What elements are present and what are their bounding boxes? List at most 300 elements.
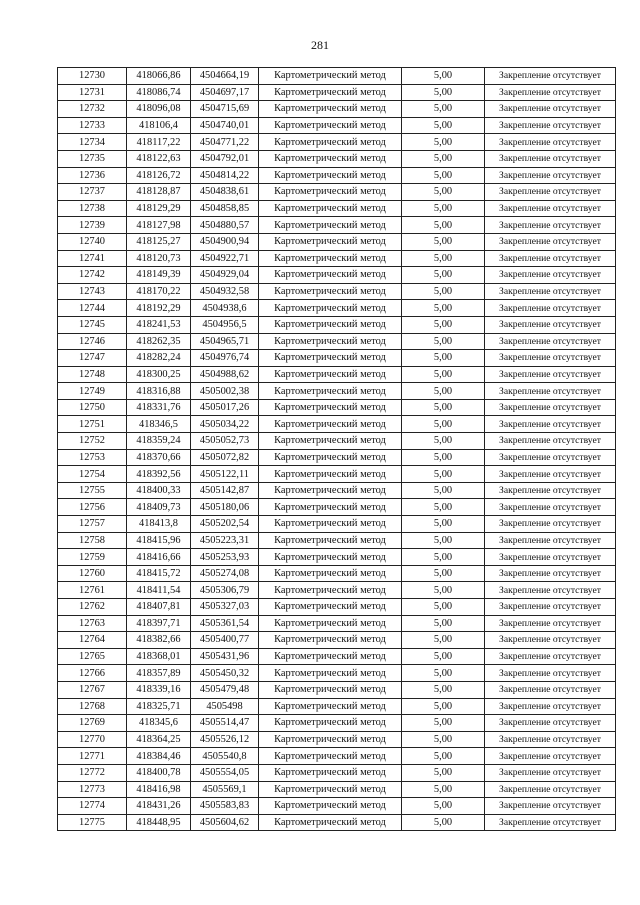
point-number-cell: 12733 <box>58 117 127 134</box>
method-cell: Картометрический метод <box>259 632 402 649</box>
x-coordinate-cell: 418407,81 <box>127 599 191 616</box>
method-cell: Картометрический метод <box>259 731 402 748</box>
accuracy-cell: 5,00 <box>402 549 485 566</box>
x-coordinate-cell: 418192,29 <box>127 300 191 317</box>
method-cell: Картометрический метод <box>259 117 402 134</box>
accuracy-cell: 5,00 <box>402 715 485 732</box>
method-cell: Картометрический метод <box>259 665 402 682</box>
accuracy-cell: 5,00 <box>402 433 485 450</box>
point-number-cell: 12735 <box>58 150 127 167</box>
y-coordinate-cell: 4505327,03 <box>191 599 259 616</box>
table-row <box>58 150 616 167</box>
point-number-cell: 12765 <box>58 648 127 665</box>
fixation-cell: Закрепление отсутствует <box>485 383 616 400</box>
page-number: 281 <box>311 38 329 52</box>
x-coordinate-cell: 418170,22 <box>127 283 191 300</box>
point-number-cell: 12756 <box>58 499 127 516</box>
x-coordinate-cell: 418325,71 <box>127 698 191 715</box>
x-coordinate-cell: 418331,76 <box>127 399 191 416</box>
table-row <box>58 615 616 632</box>
x-coordinate-cell: 418364,25 <box>127 731 191 748</box>
method-cell: Картометрический метод <box>259 449 402 466</box>
x-coordinate-cell: 418127,98 <box>127 217 191 234</box>
point-number-cell: 12732 <box>58 101 127 118</box>
y-coordinate-cell: 4504988,62 <box>191 366 259 383</box>
accuracy-cell: 5,00 <box>402 117 485 134</box>
table-row <box>58 681 616 698</box>
method-cell: Картометрический метод <box>259 184 402 201</box>
y-coordinate-cell: 4505526,12 <box>191 731 259 748</box>
table-row <box>58 781 616 798</box>
table-row <box>58 134 616 151</box>
point-number-cell: 12747 <box>58 350 127 367</box>
x-coordinate-cell: 418106,4 <box>127 117 191 134</box>
x-coordinate-cell: 418411,54 <box>127 582 191 599</box>
table-row <box>58 117 616 134</box>
table-row <box>58 632 616 649</box>
point-number-cell: 12749 <box>58 383 127 400</box>
table-row <box>58 814 616 831</box>
table-row <box>58 383 616 400</box>
point-number-cell: 12753 <box>58 449 127 466</box>
accuracy-cell: 5,00 <box>402 250 485 267</box>
y-coordinate-cell: 4505306,79 <box>191 582 259 599</box>
accuracy-cell: 5,00 <box>402 200 485 217</box>
point-number-cell: 12754 <box>58 466 127 483</box>
table-row <box>58 599 616 616</box>
y-coordinate-cell: 4505072,82 <box>191 449 259 466</box>
table-row <box>58 731 616 748</box>
x-coordinate-cell: 418345,6 <box>127 715 191 732</box>
point-number-cell: 12750 <box>58 399 127 416</box>
y-coordinate-cell: 4504771,22 <box>191 134 259 151</box>
accuracy-cell: 5,00 <box>402 798 485 815</box>
y-coordinate-cell: 4504900,94 <box>191 233 259 250</box>
y-coordinate-cell: 4505142,87 <box>191 482 259 499</box>
point-number-cell: 12731 <box>58 84 127 101</box>
y-coordinate-cell: 4505583,83 <box>191 798 259 815</box>
table-row <box>58 565 616 582</box>
accuracy-cell: 5,00 <box>402 184 485 201</box>
method-cell: Картометрический метод <box>259 582 402 599</box>
method-cell: Картометрический метод <box>259 599 402 616</box>
accuracy-cell: 5,00 <box>402 283 485 300</box>
point-number-cell: 12737 <box>58 184 127 201</box>
accuracy-cell: 5,00 <box>402 781 485 798</box>
accuracy-cell: 5,00 <box>402 101 485 118</box>
x-coordinate-cell: 418241,53 <box>127 316 191 333</box>
point-number-cell: 12771 <box>58 748 127 765</box>
x-coordinate-cell: 418392,56 <box>127 466 191 483</box>
method-cell: Картометрический метод <box>259 764 402 781</box>
table-row <box>58 532 616 549</box>
x-coordinate-cell: 418066,86 <box>127 68 191 85</box>
accuracy-cell: 5,00 <box>402 316 485 333</box>
x-coordinate-cell: 418129,29 <box>127 200 191 217</box>
table-row <box>58 184 616 201</box>
table-row <box>58 167 616 184</box>
method-cell: Картометрический метод <box>259 267 402 284</box>
table-row <box>58 217 616 234</box>
x-coordinate-cell: 418368,01 <box>127 648 191 665</box>
method-cell: Картометрический метод <box>259 532 402 549</box>
y-coordinate-cell: 4505498 <box>191 698 259 715</box>
point-number-cell: 12772 <box>58 764 127 781</box>
y-coordinate-cell: 4504792,01 <box>191 150 259 167</box>
accuracy-cell: 5,00 <box>402 499 485 516</box>
point-number-cell: 12751 <box>58 416 127 433</box>
coordinates-table-body <box>58 68 616 831</box>
table-row <box>58 68 616 85</box>
y-coordinate-cell: 4504929,04 <box>191 267 259 284</box>
table-row <box>58 698 616 715</box>
accuracy-cell: 5,00 <box>402 681 485 698</box>
x-coordinate-cell: 418431,26 <box>127 798 191 815</box>
table-row <box>58 764 616 781</box>
y-coordinate-cell: 4505554,05 <box>191 764 259 781</box>
table-row <box>58 300 616 317</box>
y-coordinate-cell: 4505253,93 <box>191 549 259 566</box>
table-row <box>58 665 616 682</box>
fixation-cell: Закрепление отсутствует <box>485 681 616 698</box>
y-coordinate-cell: 4504938,6 <box>191 300 259 317</box>
y-coordinate-cell: 4504880,57 <box>191 217 259 234</box>
x-coordinate-cell: 418397,71 <box>127 615 191 632</box>
accuracy-cell: 5,00 <box>402 764 485 781</box>
x-coordinate-cell: 418370,66 <box>127 449 191 466</box>
fixation-cell: Закрепление отсутствует <box>485 333 616 350</box>
accuracy-cell: 5,00 <box>402 565 485 582</box>
method-cell: Картометрический метод <box>259 499 402 516</box>
fixation-cell: Закрепление отсутствует <box>485 134 616 151</box>
accuracy-cell: 5,00 <box>402 648 485 665</box>
fixation-cell: Закрепление отсутствует <box>485 283 616 300</box>
point-number-cell: 12748 <box>58 366 127 383</box>
x-coordinate-cell: 418149,39 <box>127 267 191 284</box>
y-coordinate-cell: 4505202,54 <box>191 516 259 533</box>
y-coordinate-cell: 4505052,73 <box>191 433 259 450</box>
point-number-cell: 12762 <box>58 599 127 616</box>
y-coordinate-cell: 4505274,08 <box>191 565 259 582</box>
fixation-cell: Закрепление отсутствует <box>485 748 616 765</box>
accuracy-cell: 5,00 <box>402 665 485 682</box>
accuracy-cell: 5,00 <box>402 267 485 284</box>
y-coordinate-cell: 4504697,17 <box>191 84 259 101</box>
method-cell: Картометрический метод <box>259 84 402 101</box>
x-coordinate-cell: 418096,08 <box>127 101 191 118</box>
accuracy-cell: 5,00 <box>402 599 485 616</box>
method-cell: Картометрический метод <box>259 516 402 533</box>
point-number-cell: 12755 <box>58 482 127 499</box>
table-row <box>58 416 616 433</box>
fixation-cell: Закрепление отсутствует <box>485 316 616 333</box>
point-number-cell: 12764 <box>58 632 127 649</box>
fixation-cell: Закрепление отсутствует <box>485 184 616 201</box>
point-number-cell: 12745 <box>58 316 127 333</box>
fixation-cell: Закрепление отсутствует <box>485 516 616 533</box>
point-number-cell: 12741 <box>58 250 127 267</box>
point-number-cell: 12773 <box>58 781 127 798</box>
table-row <box>58 233 616 250</box>
fixation-cell: Закрепление отсутствует <box>485 300 616 317</box>
point-number-cell: 12740 <box>58 233 127 250</box>
y-coordinate-cell: 4504922,71 <box>191 250 259 267</box>
x-coordinate-cell: 418316,88 <box>127 383 191 400</box>
point-number-cell: 12752 <box>58 433 127 450</box>
fixation-cell: Закрепление отсутствует <box>485 399 616 416</box>
method-cell: Картометрический метод <box>259 565 402 582</box>
table-row <box>58 466 616 483</box>
fixation-cell: Закрепление отсутствует <box>485 731 616 748</box>
point-number-cell: 12744 <box>58 300 127 317</box>
fixation-cell: Закрепление отсутствует <box>485 615 616 632</box>
table-row <box>58 399 616 416</box>
y-coordinate-cell: 4505431,96 <box>191 648 259 665</box>
point-number-cell: 12761 <box>58 582 127 599</box>
y-coordinate-cell: 4504814,22 <box>191 167 259 184</box>
fixation-cell: Закрепление отсутствует <box>485 532 616 549</box>
y-coordinate-cell: 4504858,85 <box>191 200 259 217</box>
y-coordinate-cell: 4504715,69 <box>191 101 259 118</box>
point-number-cell: 12763 <box>58 615 127 632</box>
accuracy-cell: 5,00 <box>402 350 485 367</box>
table-row <box>58 648 616 665</box>
fixation-cell: Закрепление отсутствует <box>485 366 616 383</box>
point-number-cell: 12767 <box>58 681 127 698</box>
point-number-cell: 12734 <box>58 134 127 151</box>
method-cell: Картометрический метод <box>259 383 402 400</box>
method-cell: Картометрический метод <box>259 167 402 184</box>
method-cell: Картометрический метод <box>259 200 402 217</box>
fixation-cell: Закрепление отсутствует <box>485 781 616 798</box>
fixation-cell: Закрепление отсутствует <box>485 798 616 815</box>
table-row <box>58 316 616 333</box>
y-coordinate-cell: 4504956,5 <box>191 316 259 333</box>
fixation-cell: Закрепление отсутствует <box>485 200 616 217</box>
fixation-cell: Закрепление отсутствует <box>485 715 616 732</box>
x-coordinate-cell: 418413,8 <box>127 516 191 533</box>
accuracy-cell: 5,00 <box>402 84 485 101</box>
accuracy-cell: 5,00 <box>402 167 485 184</box>
fixation-cell: Закрепление отсутствует <box>485 250 616 267</box>
x-coordinate-cell: 418416,66 <box>127 549 191 566</box>
point-number-cell: 12738 <box>58 200 127 217</box>
accuracy-cell: 5,00 <box>402 68 485 85</box>
method-cell: Картометрический метод <box>259 416 402 433</box>
fixation-cell: Закрепление отсутствует <box>485 764 616 781</box>
method-cell: Картометрический метод <box>259 150 402 167</box>
fixation-cell: Закрепление отсутствует <box>485 167 616 184</box>
accuracy-cell: 5,00 <box>402 449 485 466</box>
method-cell: Картометрический метод <box>259 217 402 234</box>
accuracy-cell: 5,00 <box>402 150 485 167</box>
fixation-cell: Закрепление отсутствует <box>485 68 616 85</box>
x-coordinate-cell: 418400,78 <box>127 764 191 781</box>
y-coordinate-cell: 4505400,77 <box>191 632 259 649</box>
method-cell: Картометрический метод <box>259 350 402 367</box>
accuracy-cell: 5,00 <box>402 233 485 250</box>
fixation-cell: Закрепление отсутствует <box>485 84 616 101</box>
x-coordinate-cell: 418125,27 <box>127 233 191 250</box>
y-coordinate-cell: 4505361,54 <box>191 615 259 632</box>
y-coordinate-cell: 4505002,38 <box>191 383 259 400</box>
fixation-cell: Закрепление отсутствует <box>485 350 616 367</box>
method-cell: Картометрический метод <box>259 615 402 632</box>
table-row <box>58 84 616 101</box>
fixation-cell: Закрепление отсутствует <box>485 433 616 450</box>
y-coordinate-cell: 4504932,58 <box>191 283 259 300</box>
method-cell: Картометрический метод <box>259 333 402 350</box>
fixation-cell: Закрепление отсутствует <box>485 814 616 831</box>
y-coordinate-cell: 4505034,22 <box>191 416 259 433</box>
method-cell: Картометрический метод <box>259 366 402 383</box>
table-row <box>58 283 616 300</box>
x-coordinate-cell: 418415,72 <box>127 565 191 582</box>
y-coordinate-cell: 4504965,71 <box>191 333 259 350</box>
point-number-cell: 12746 <box>58 333 127 350</box>
table-row <box>58 350 616 367</box>
y-coordinate-cell: 4505450,32 <box>191 665 259 682</box>
point-number-cell: 12743 <box>58 283 127 300</box>
y-coordinate-cell: 4504976,74 <box>191 350 259 367</box>
table-row <box>58 200 616 217</box>
accuracy-cell: 5,00 <box>402 532 485 549</box>
fixation-cell: Закрепление отсутствует <box>485 217 616 234</box>
fixation-cell: Закрепление отсутствует <box>485 632 616 649</box>
point-number-cell: 12759 <box>58 549 127 566</box>
accuracy-cell: 5,00 <box>402 217 485 234</box>
x-coordinate-cell: 418415,96 <box>127 532 191 549</box>
method-cell: Картометрический метод <box>259 134 402 151</box>
accuracy-cell: 5,00 <box>402 748 485 765</box>
fixation-cell: Закрепление отсутствует <box>485 582 616 599</box>
method-cell: Картометрический метод <box>259 433 402 450</box>
table-row <box>58 449 616 466</box>
point-number-cell: 12736 <box>58 167 127 184</box>
method-cell: Картометрический метод <box>259 399 402 416</box>
table-row <box>58 582 616 599</box>
y-coordinate-cell: 4505604,62 <box>191 814 259 831</box>
x-coordinate-cell: 418448,95 <box>127 814 191 831</box>
method-cell: Картометрический метод <box>259 781 402 798</box>
accuracy-cell: 5,00 <box>402 516 485 533</box>
table-row <box>58 499 616 516</box>
fixation-cell: Закрепление отсутствует <box>485 150 616 167</box>
method-cell: Картометрический метод <box>259 283 402 300</box>
method-cell: Картометрический метод <box>259 466 402 483</box>
point-number-cell: 12742 <box>58 267 127 284</box>
x-coordinate-cell: 418359,24 <box>127 433 191 450</box>
table-row <box>58 798 616 815</box>
method-cell: Картометрический метод <box>259 715 402 732</box>
x-coordinate-cell: 418117,22 <box>127 134 191 151</box>
point-number-cell: 12760 <box>58 565 127 582</box>
x-coordinate-cell: 418120,73 <box>127 250 191 267</box>
x-coordinate-cell: 418122,63 <box>127 150 191 167</box>
point-number-cell: 12758 <box>58 532 127 549</box>
accuracy-cell: 5,00 <box>402 615 485 632</box>
accuracy-cell: 5,00 <box>402 731 485 748</box>
point-number-cell: 12766 <box>58 665 127 682</box>
fixation-cell: Закрепление отсутствует <box>485 101 616 118</box>
x-coordinate-cell: 418382,66 <box>127 632 191 649</box>
x-coordinate-cell: 418384,46 <box>127 748 191 765</box>
y-coordinate-cell: 4505223,31 <box>191 532 259 549</box>
fixation-cell: Закрепление отсутствует <box>485 665 616 682</box>
x-coordinate-cell: 418282,24 <box>127 350 191 367</box>
table-row <box>58 101 616 118</box>
y-coordinate-cell: 4505479,48 <box>191 681 259 698</box>
accuracy-cell: 5,00 <box>402 300 485 317</box>
x-coordinate-cell: 418400,33 <box>127 482 191 499</box>
table-row <box>58 715 616 732</box>
accuracy-cell: 5,00 <box>402 134 485 151</box>
method-cell: Картометрический метод <box>259 482 402 499</box>
accuracy-cell: 5,00 <box>402 366 485 383</box>
table-row <box>58 549 616 566</box>
table-row <box>58 482 616 499</box>
method-cell: Картометрический метод <box>259 300 402 317</box>
method-cell: Картометрический метод <box>259 316 402 333</box>
point-number-cell: 12739 <box>58 217 127 234</box>
y-coordinate-cell: 4505569,1 <box>191 781 259 798</box>
accuracy-cell: 5,00 <box>402 383 485 400</box>
method-cell: Картометрический метод <box>259 233 402 250</box>
x-coordinate-cell: 418126,72 <box>127 167 191 184</box>
fixation-cell: Закрепление отсутствует <box>485 416 616 433</box>
table-row <box>58 333 616 350</box>
fixation-cell: Закрепление отсутствует <box>485 482 616 499</box>
method-cell: Картометрический метод <box>259 250 402 267</box>
point-number-cell: 12768 <box>58 698 127 715</box>
fixation-cell: Закрепление отсутствует <box>485 565 616 582</box>
method-cell: Картометрический метод <box>259 748 402 765</box>
method-cell: Картометрический метод <box>259 68 402 85</box>
y-coordinate-cell: 4505122,11 <box>191 466 259 483</box>
accuracy-cell: 5,00 <box>402 482 485 499</box>
point-number-cell: 12775 <box>58 814 127 831</box>
method-cell: Картометрический метод <box>259 798 402 815</box>
x-coordinate-cell: 418346,5 <box>127 416 191 433</box>
method-cell: Картометрический метод <box>259 681 402 698</box>
accuracy-cell: 5,00 <box>402 399 485 416</box>
y-coordinate-cell: 4504664,19 <box>191 68 259 85</box>
x-coordinate-cell: 418262,35 <box>127 333 191 350</box>
x-coordinate-cell: 418357,89 <box>127 665 191 682</box>
accuracy-cell: 5,00 <box>402 466 485 483</box>
y-coordinate-cell: 4505017,26 <box>191 399 259 416</box>
accuracy-cell: 5,00 <box>402 582 485 599</box>
fixation-cell: Закрепление отсутствует <box>485 233 616 250</box>
y-coordinate-cell: 4504740,01 <box>191 117 259 134</box>
fixation-cell: Закрепление отсутствует <box>485 449 616 466</box>
fixation-cell: Закрепление отсутствует <box>485 499 616 516</box>
y-coordinate-cell: 4505514,47 <box>191 715 259 732</box>
method-cell: Картометрический метод <box>259 648 402 665</box>
table-row <box>58 516 616 533</box>
fixation-cell: Закрепление отсутствует <box>485 599 616 616</box>
fixation-cell: Закрепление отсутствует <box>485 648 616 665</box>
fixation-cell: Закрепление отсутствует <box>485 267 616 284</box>
point-number-cell: 12774 <box>58 798 127 815</box>
accuracy-cell: 5,00 <box>402 333 485 350</box>
x-coordinate-cell: 418128,87 <box>127 184 191 201</box>
method-cell: Картометрический метод <box>259 101 402 118</box>
y-coordinate-cell: 4505540,8 <box>191 748 259 765</box>
accuracy-cell: 5,00 <box>402 416 485 433</box>
table-row <box>58 250 616 267</box>
table-row <box>58 748 616 765</box>
